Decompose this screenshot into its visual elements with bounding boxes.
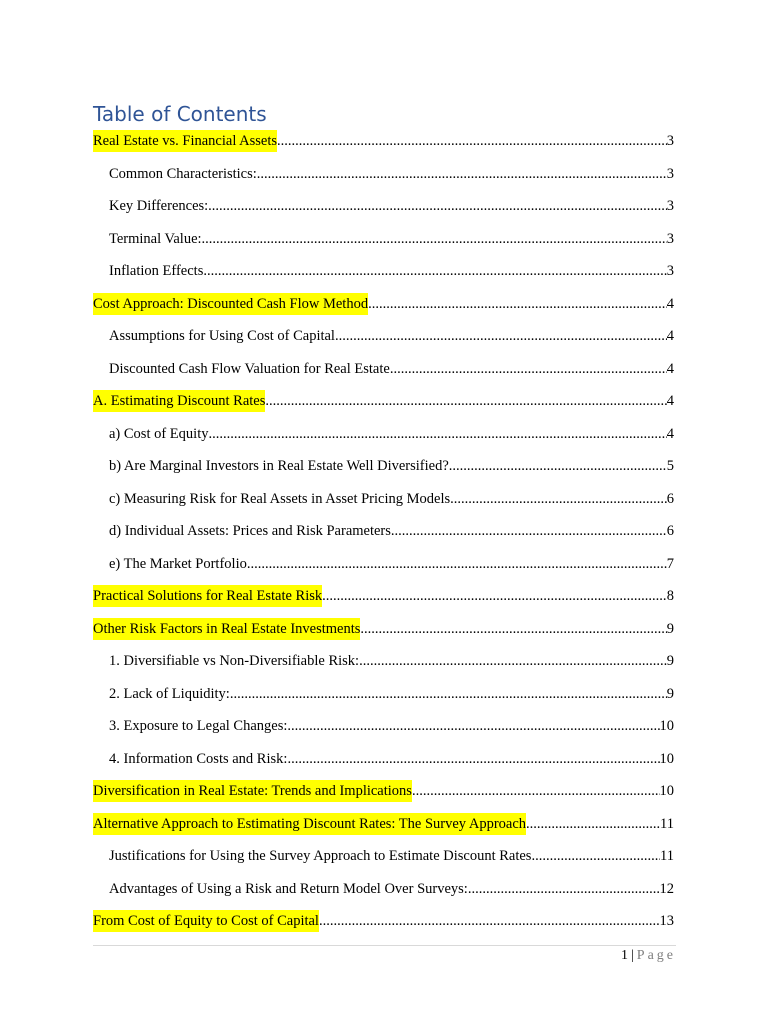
toc-entry-page-number: 9	[666, 653, 674, 669]
toc-entry[interactable]	[93, 293, 674, 326]
toc-entry[interactable]	[93, 715, 674, 748]
toc-entry[interactable]	[93, 780, 674, 813]
toc-entry-label[interactable]: Inflation Effects	[109, 263, 204, 279]
toc-entry[interactable]	[93, 163, 674, 196]
toc-entry-page-number: 11	[660, 848, 674, 864]
toc-entry-page-number: 4	[666, 393, 674, 409]
toc-leader-dots	[335, 325, 667, 347]
toc-entry-page-number: 8	[666, 588, 674, 604]
toc-entry-page-number: 3	[666, 165, 674, 182]
toc-leader-dots	[360, 618, 666, 640]
toc-entry[interactable]	[93, 553, 674, 586]
toc-entry[interactable]	[93, 488, 674, 521]
toc-entry-label[interactable]: 1. Diversifiable vs Non-Diversifiable Risk:	[109, 653, 360, 669]
toc-entry[interactable]	[93, 650, 674, 683]
toc-entry-page-number: 9	[666, 620, 674, 637]
toc-entry-label[interactable]: Diversification in Real Estate: Trends and Implications	[93, 780, 412, 802]
footer-separator: |	[630, 948, 634, 963]
toc-entry-label[interactable]: a) Cost of Equity	[109, 425, 209, 442]
toc-leader-dots	[202, 228, 667, 250]
toc-leader-dots	[319, 910, 660, 932]
toc-entry-label[interactable]: From Cost of Equity to Cost of Capital	[93, 910, 319, 932]
toc-entry[interactable]	[93, 325, 674, 358]
toc-entry-label[interactable]: Terminal Value:	[109, 230, 202, 247]
toc-leader-dots	[287, 748, 659, 770]
toc-entry-page-number: 3	[666, 198, 674, 214]
toc-entry-page-number: 4	[666, 295, 674, 312]
toc-leader-dots	[468, 878, 660, 900]
toc-entry[interactable]	[93, 423, 674, 456]
toc-entry-page-number: 3	[666, 133, 674, 149]
toc-entry-page-number: 5	[666, 458, 674, 474]
toc-entry-label[interactable]: c) Measuring Risk for Real Assets in Asset Pricing Models	[109, 490, 451, 507]
toc-entry-page-number: 11	[660, 815, 674, 832]
toc-entry[interactable]	[93, 390, 674, 423]
toc-entry[interactable]	[93, 358, 674, 391]
toc-entry-page-number: 10	[659, 783, 674, 799]
toc-entry-page-number: 3	[666, 263, 674, 279]
toc-entry[interactable]	[93, 813, 674, 846]
toc-entry-page-number: 10	[659, 750, 674, 767]
toc-entry-label[interactable]: Assumptions for Using Cost of Capital	[109, 328, 335, 344]
toc-leader-dots	[208, 423, 666, 445]
toc-entry[interactable]	[93, 878, 674, 911]
toc-entry[interactable]	[93, 520, 674, 553]
toc-entry-label[interactable]: Common Characteristics:	[109, 165, 257, 182]
toc-leader-dots	[531, 845, 660, 867]
footer-page-word: Page	[636, 948, 676, 963]
toc-entry-label[interactable]: b) Are Marginal Investors in Real Estate Well Diversified?	[109, 458, 449, 474]
toc-entry-label[interactable]: 4. Information Costs and Risk:	[109, 750, 288, 767]
toc-entry-page-number: 10	[659, 718, 674, 734]
toc-leader-dots	[322, 585, 667, 607]
toc-entry-label[interactable]: d) Individual Assets: Prices and Risk Parameters	[109, 523, 391, 539]
toc-entry[interactable]	[93, 748, 674, 781]
toc-entry-label[interactable]: A. Estimating Discount Rates	[93, 390, 265, 412]
toc-title: Table of Contents	[93, 102, 267, 126]
toc-leader-dots	[265, 390, 666, 412]
toc-entry-label[interactable]: Real Estate vs. Financial Assets	[93, 130, 277, 152]
toc-entry[interactable]	[93, 195, 674, 228]
toc-entry[interactable]	[93, 228, 674, 261]
toc-entry-label[interactable]: Practical Solutions for Real Estate Risk	[93, 585, 322, 607]
toc-leader-dots	[391, 520, 667, 542]
toc-entry-label[interactable]: Alternative Approach to Estimating Discount Rates: The Survey Approach	[93, 813, 526, 835]
toc-entry[interactable]	[93, 455, 674, 488]
toc-entry-label[interactable]: Other Risk Factors in Real Estate Investments	[93, 618, 360, 640]
toc-leader-dots	[449, 455, 667, 477]
toc-entry[interactable]	[93, 845, 674, 878]
toc-leader-dots	[526, 813, 660, 835]
toc-entry-page-number: 9	[666, 685, 674, 702]
document-page	[93, 98, 674, 943]
toc-entry-page-number: 3	[666, 230, 674, 247]
toc-entry-page-number: 7	[666, 555, 674, 572]
toc-entry[interactable]	[93, 130, 674, 163]
toc-entry-label[interactable]: e) The Market Portfolio	[109, 555, 247, 572]
toc-entry-page-number: 13	[659, 913, 674, 929]
toc-entry[interactable]	[93, 585, 674, 618]
toc-entry-page-number: 4	[666, 425, 674, 442]
toc-leader-dots	[247, 553, 667, 575]
toc-leader-dots	[390, 358, 667, 380]
toc-leader-dots	[203, 260, 666, 282]
toc-entry-label[interactable]: Advantages of Using a Risk and Return Model Over Surveys:	[109, 880, 468, 897]
toc-entry-page-number: 4	[666, 360, 674, 377]
toc-entry[interactable]	[93, 683, 674, 716]
toc-leader-dots	[208, 195, 667, 217]
toc-leader-dots	[277, 130, 667, 152]
toc-entry-label[interactable]: Key Differences:	[109, 198, 209, 214]
toc-entry-page-number: 6	[666, 523, 674, 539]
footer-page-number: 1	[620, 948, 628, 963]
toc-leader-dots	[230, 683, 667, 705]
toc-leader-dots	[257, 163, 667, 185]
toc-entry-label[interactable]: Discounted Cash Flow Valuation for Real Estate	[109, 360, 390, 377]
toc-leader-dots	[359, 650, 667, 672]
page-footer	[93, 945, 676, 964]
toc-list	[93, 130, 674, 943]
toc-entry[interactable]	[93, 910, 674, 943]
toc-entry[interactable]	[93, 260, 674, 293]
toc-entry-label[interactable]: 2. Lack of Liquidity:	[109, 685, 230, 702]
toc-entry-label[interactable]: Justifications for Using the Survey Approach to Estimate Discount Rates	[109, 848, 532, 864]
toc-entry-page-number: 6	[666, 490, 674, 507]
toc-entry-page-number: 12	[659, 880, 674, 897]
toc-entry-label[interactable]: Cost Approach: Discounted Cash Flow Method	[93, 293, 368, 315]
toc-entry-label[interactable]: 3. Exposure to Legal Changes:	[109, 718, 288, 734]
toc-entry-page-number: 4	[666, 328, 674, 344]
toc-leader-dots	[450, 488, 667, 510]
toc-leader-dots	[368, 293, 667, 315]
toc-leader-dots	[287, 715, 659, 737]
toc-entry[interactable]	[93, 618, 674, 651]
toc-leader-dots	[412, 780, 660, 802]
